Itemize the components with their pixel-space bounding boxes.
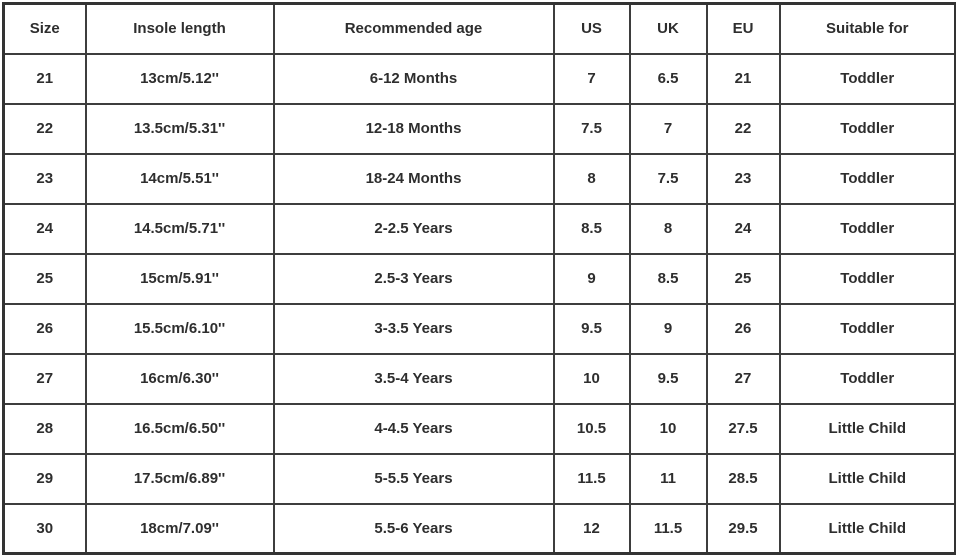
cell-recommended-age: 6-12 Months xyxy=(274,54,554,104)
cell-uk: 11 xyxy=(630,454,707,504)
cell-us: 8.5 xyxy=(554,204,630,254)
cell-uk: 8.5 xyxy=(630,254,707,304)
cell-size: 23 xyxy=(4,154,86,204)
cell-size: 28 xyxy=(4,404,86,454)
cell-size: 26 xyxy=(4,304,86,354)
cell-size: 29 xyxy=(4,454,86,504)
column-header-uk: UK xyxy=(630,4,707,54)
cell-eu: 29.5 xyxy=(707,504,780,554)
column-header-eu: EU xyxy=(707,4,780,54)
table-row xyxy=(4,454,956,504)
column-header-suitable-for: Suitable for xyxy=(780,4,956,54)
column-header-recommended-age: Recommended age xyxy=(274,4,554,54)
cell-suitable-for: Toddler xyxy=(780,304,956,354)
cell-suitable-for: Toddler xyxy=(780,204,956,254)
column-header-insole-length: Insole length xyxy=(86,4,274,54)
cell-insole-length: 14cm/5.51'' xyxy=(86,154,274,204)
cell-us: 8 xyxy=(554,154,630,204)
header-row xyxy=(4,4,956,54)
cell-insole-length: 14.5cm/5.71'' xyxy=(86,204,274,254)
cell-recommended-age: 3.5-4 Years xyxy=(274,354,554,404)
cell-us: 9.5 xyxy=(554,304,630,354)
column-header-us: US xyxy=(554,4,630,54)
cell-insole-length: 15cm/5.91'' xyxy=(86,254,274,304)
cell-recommended-age: 2-2.5 Years xyxy=(274,204,554,254)
cell-insole-length: 18cm/7.09'' xyxy=(86,504,274,554)
table-row xyxy=(4,104,956,154)
cell-us: 10 xyxy=(554,354,630,404)
cell-suitable-for: Toddler xyxy=(780,104,956,154)
cell-recommended-age: 5-5.5 Years xyxy=(274,454,554,504)
table-row xyxy=(4,504,956,554)
table-row xyxy=(4,54,956,104)
cell-recommended-age: 2.5-3 Years xyxy=(274,254,554,304)
cell-uk: 8 xyxy=(630,204,707,254)
cell-uk: 11.5 xyxy=(630,504,707,554)
cell-us: 7 xyxy=(554,54,630,104)
cell-suitable-for: Toddler xyxy=(780,154,956,204)
cell-size: 27 xyxy=(4,354,86,404)
cell-us: 10.5 xyxy=(554,404,630,454)
cell-eu: 23 xyxy=(707,154,780,204)
table-row xyxy=(4,304,956,354)
cell-uk: 6.5 xyxy=(630,54,707,104)
cell-eu: 27 xyxy=(707,354,780,404)
cell-insole-length: 15.5cm/6.10'' xyxy=(86,304,274,354)
cell-insole-length: 16.5cm/6.50'' xyxy=(86,404,274,454)
cell-us: 7.5 xyxy=(554,104,630,154)
cell-insole-length: 13cm/5.12'' xyxy=(86,54,274,104)
table-row xyxy=(4,154,956,204)
cell-eu: 26 xyxy=(707,304,780,354)
cell-suitable-for: Toddler xyxy=(780,54,956,104)
cell-suitable-for: Little Child xyxy=(780,454,956,504)
cell-recommended-age: 5.5-6 Years xyxy=(274,504,554,554)
cell-us: 9 xyxy=(554,254,630,304)
cell-recommended-age: 12-18 Months xyxy=(274,104,554,154)
cell-size: 30 xyxy=(4,504,86,554)
cell-recommended-age: 18-24 Months xyxy=(274,154,554,204)
cell-eu: 25 xyxy=(707,254,780,304)
table-row xyxy=(4,404,956,454)
cell-uk: 9.5 xyxy=(630,354,707,404)
table-row xyxy=(4,254,956,304)
cell-eu: 21 xyxy=(707,54,780,104)
cell-uk: 10 xyxy=(630,404,707,454)
cell-size: 21 xyxy=(4,54,86,104)
cell-insole-length: 13.5cm/5.31'' xyxy=(86,104,274,154)
cell-eu: 28.5 xyxy=(707,454,780,504)
cell-suitable-for: Little Child xyxy=(780,504,956,554)
cell-insole-length: 17.5cm/6.89'' xyxy=(86,454,274,504)
cell-recommended-age: 3-3.5 Years xyxy=(274,304,554,354)
cell-uk: 9 xyxy=(630,304,707,354)
cell-suitable-for: Little Child xyxy=(780,404,956,454)
size-chart-table xyxy=(2,2,956,555)
cell-size: 25 xyxy=(4,254,86,304)
table-row xyxy=(4,354,956,404)
cell-uk: 7 xyxy=(630,104,707,154)
cell-recommended-age: 4-4.5 Years xyxy=(274,404,554,454)
cell-size: 24 xyxy=(4,204,86,254)
cell-size: 22 xyxy=(4,104,86,154)
table-row xyxy=(4,204,956,254)
cell-uk: 7.5 xyxy=(630,154,707,204)
cell-insole-length: 16cm/6.30'' xyxy=(86,354,274,404)
cell-suitable-for: Toddler xyxy=(780,254,956,304)
cell-eu: 27.5 xyxy=(707,404,780,454)
cell-us: 11.5 xyxy=(554,454,630,504)
cell-suitable-for: Toddler xyxy=(780,354,956,404)
cell-eu: 24 xyxy=(707,204,780,254)
cell-eu: 22 xyxy=(707,104,780,154)
column-header-size: Size xyxy=(4,4,86,54)
cell-us: 12 xyxy=(554,504,630,554)
